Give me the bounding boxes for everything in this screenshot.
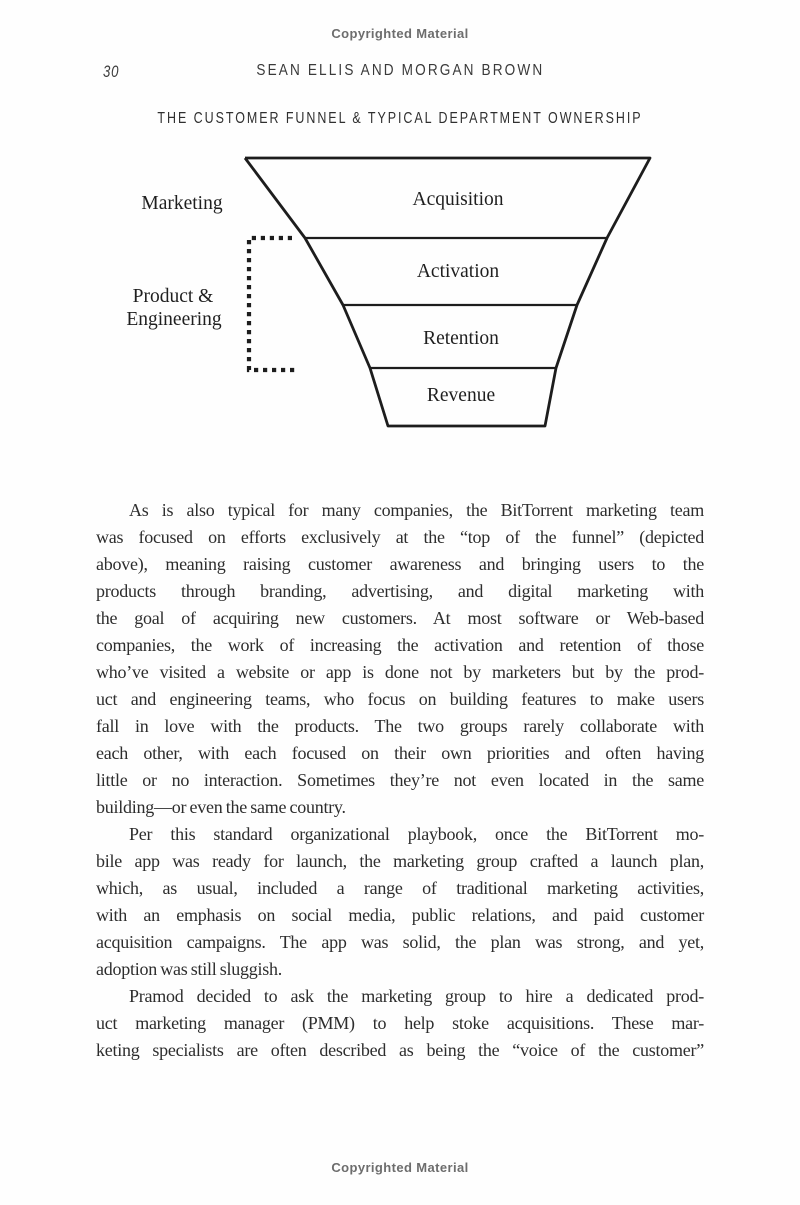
copyright-notice-bottom: Copyrighted Material <box>331 1160 469 1175</box>
body-line: building—or even the same country. <box>96 797 346 817</box>
body-line: products through branding, advertising, and digital marketing with <box>96 581 704 601</box>
product-engineering-owner-label-line1: Product & <box>132 286 214 307</box>
body-line: As is also typical for many companies, the BitTorrent marketing team <box>129 500 704 520</box>
body-line: Pramod decided to ask the marketing group to hire a dedicated prod- <box>129 986 704 1006</box>
body-line: adoption was still sluggish. <box>96 959 283 979</box>
body-line: each other, with each focused on their own priorities and often having <box>96 743 704 763</box>
body-line: above), meaning raising customer awareness and bringing users to the <box>96 554 704 574</box>
customer-funnel-diagram <box>0 0 800 460</box>
body-line: Per this standard organizational playbook, once the BitTorrent mo- <box>129 824 704 844</box>
body-line: acquisition campaigns. The app was solid, the plan was strong, and yet, <box>96 932 704 952</box>
body-line: bile app was ready for launch, the marketing group crafted a launch plan, <box>96 851 704 871</box>
body-line: little or no interaction. Sometimes they’re not even located in the same <box>96 770 704 790</box>
body-line: fall in love with the products. The two groups rarely collaborate with <box>96 716 704 736</box>
body-paragraph-3 <box>96 983 704 1064</box>
body-line: keting specialists are often described as being the “voice of the customer” <box>96 1040 704 1060</box>
ownership-bracket <box>249 238 297 370</box>
page-number: 30 <box>103 63 120 81</box>
body-text <box>96 497 704 1064</box>
funnel-stage-label-acquisition: Acquisition <box>412 189 504 210</box>
body-line: who’ve visited a website or app is done not by marketers but by the prod- <box>96 662 704 682</box>
body-line: was focused on efforts exclusively at the “top of the funnel” (depicted <box>96 527 704 547</box>
body-line: which, as usual, included a range of traditional marketing activities, <box>96 878 704 898</box>
funnel-stage-label-retention: Retention <box>423 328 499 349</box>
funnel-stage-label-activation: Activation <box>416 261 500 282</box>
funnel-stage-label-revenue: Revenue <box>426 385 496 406</box>
body-line: uct marketing manager (PMM) to help stoke acquisitions. These mar- <box>96 1013 704 1033</box>
product-engineering-owner-label-line2: Engineering <box>126 309 222 330</box>
body-paragraph-1 <box>96 497 704 821</box>
body-line: companies, the work of increasing the activation and retention of those <box>96 635 704 655</box>
body-line: the goal of acquiring new customers. At most software or Web-based <box>96 608 704 628</box>
body-line: with an emphasis on social media, public relations, and paid customer <box>96 905 704 925</box>
body-line: uct and engineering teams, who focus on building features to make users <box>96 689 704 709</box>
body-paragraph-2 <box>96 821 704 983</box>
copyright-notice-top: Copyrighted Material <box>331 26 469 41</box>
running-header-text: SEAN ELLIS AND MORGAN BROWN <box>256 62 544 79</box>
figure-title-text: THE CUSTOMER FUNNEL & TYPICAL DEPARTMENT OWNERSHIP <box>157 110 643 127</box>
marketing-owner-label: Marketing <box>141 193 223 214</box>
